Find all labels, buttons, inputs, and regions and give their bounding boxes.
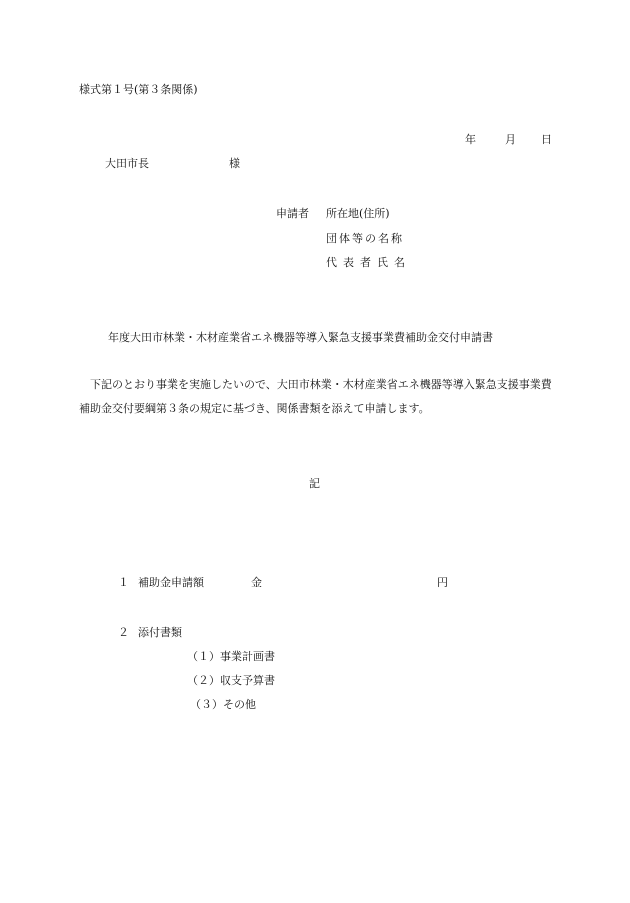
applicant-address-label: 所在地(住所) <box>326 207 390 220</box>
item2-label: 添付書類 <box>138 626 182 639</box>
attachment-item: （２）収支予算書 <box>187 674 275 687</box>
attachment-item: （３）その他 <box>190 698 256 711</box>
item1-number: １ <box>118 576 129 589</box>
attachment-item: （１）事業計画書 <box>187 650 275 663</box>
form-number: 様式第１号(第３条関係) <box>79 83 198 96</box>
item2-number: ２ <box>118 626 129 639</box>
addressee-honorific: 様 <box>229 157 240 170</box>
date-year-label: 年 <box>465 133 476 146</box>
applicant-org-label: 団体等の名称 <box>326 232 404 245</box>
item1-label: 補助金申請額 <box>138 576 204 589</box>
item1-suffix: 円 <box>437 576 448 589</box>
document-title: 年度大田市林業・木材産業省エネ機器等導入緊急支援事業費補助金交付申請書 <box>108 331 493 344</box>
ki-heading: 記 <box>309 477 320 490</box>
body-paragraph: 下記のとおり事業を実施したいので、大田市林業・木材産業省エネ機器等導入緊急支援事業費補助金交付要綱第３条の規定に基づき、関係書類を添えて申請します。 <box>79 378 552 415</box>
applicant-rep-label: 代表者氏名 <box>326 256 411 269</box>
applicant-label: 申請者 <box>276 207 309 220</box>
date-month-label: 月 <box>505 133 516 146</box>
item1-prefix: 金 <box>251 576 262 589</box>
addressee-name: 大田市長 <box>105 157 149 170</box>
date-day-label: 日 <box>541 133 552 146</box>
